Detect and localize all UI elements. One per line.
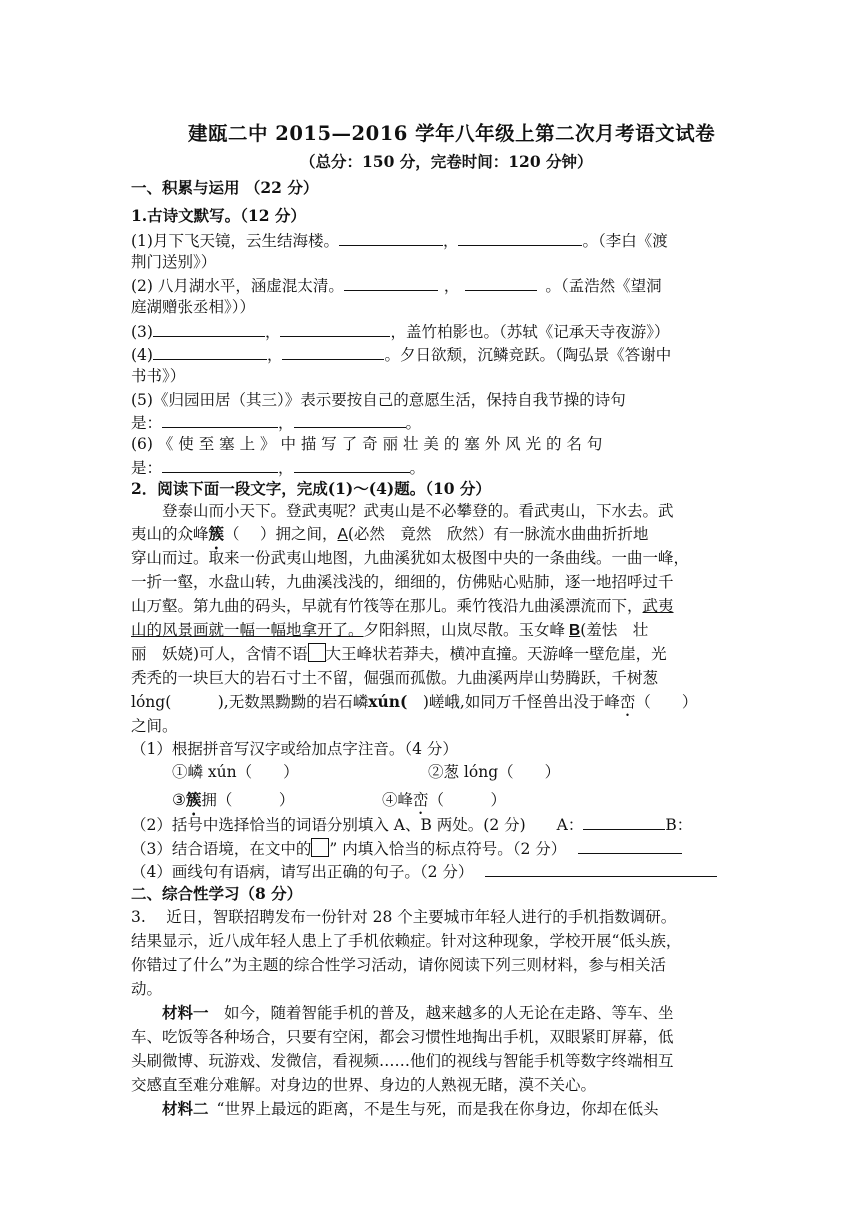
dotted-char: 簇 xyxy=(185,790,202,809)
sub-question-2 xyxy=(131,813,692,836)
answer-blank[interactable] xyxy=(294,411,406,428)
question-1-3 xyxy=(131,320,670,343)
passage-line xyxy=(131,619,648,642)
question-1-1 xyxy=(131,229,668,252)
underlined-sentence: 武夷 xyxy=(642,597,674,615)
passage-text: 夷山的众峰 xyxy=(131,525,209,543)
passage-text: （ ） xyxy=(635,693,698,711)
sub-question-1-b: ②葱 lóng（ ） xyxy=(428,763,561,781)
answer-blank[interactable] xyxy=(153,343,267,360)
answer-blank[interactable] xyxy=(465,274,537,291)
blank-marker-b: B xyxy=(569,622,581,639)
material-1-line: 头刷微博、玩游戏、发微信，看视频……他们的视线与智能手机等数字终端相互 xyxy=(131,1052,674,1070)
comma: ， xyxy=(278,414,294,432)
punctuation-box xyxy=(311,838,329,857)
answer-blank[interactable] xyxy=(282,343,384,360)
question-text: （4）画线句有语病，请写出正确的句子。（2 分） xyxy=(131,863,474,881)
answer-blank[interactable] xyxy=(153,320,265,337)
question-1-6-cont xyxy=(131,456,425,479)
answer-blank[interactable] xyxy=(162,456,278,473)
comma: ， xyxy=(278,459,294,477)
passage-line: 秃秃的一块巨大的岩石寸土不留，倔强而孤傲。九曲溪两岸山势腾跃，千树葱 xyxy=(131,669,659,687)
passage-line: 之间。 xyxy=(131,717,178,735)
question-1-4-cont: 书书》） xyxy=(131,367,186,385)
answer-blank[interactable] xyxy=(162,411,278,428)
passage-text: (必然 竟然 欣然）有一脉流水曲曲折折地 xyxy=(347,525,649,543)
answer-blank[interactable] xyxy=(294,456,410,473)
passage-line xyxy=(131,643,667,665)
material-text: 如今，随着智能手机的普及，越来越多的人无论在走路、等车、坐 xyxy=(208,1004,674,1022)
material-1-line xyxy=(162,1002,674,1024)
passage-text: (羞怯 壮 xyxy=(580,621,649,639)
period: 。 xyxy=(405,414,422,432)
question-text: ，盖竹柏影也。（苏轼《记承天寺夜游》） xyxy=(390,323,670,341)
comma: ， xyxy=(266,346,283,364)
material-text: “世界上最远的距离，不是生与死，而是我在你身边，你却在低头 xyxy=(216,1100,659,1118)
answer-blank[interactable] xyxy=(339,229,443,246)
question-text: 。夕日欲颓，沉鳞竞跃。（陶弘景《答谢中 xyxy=(384,346,672,364)
question-text: B： xyxy=(665,816,693,834)
passage-text: )嵯峨,如同万千怪兽出没于峰 xyxy=(407,693,620,711)
question-text: （2）括号中选择恰当的词语分别填入 A、B 两处。(2 分) A： xyxy=(131,816,584,834)
question-1-4 xyxy=(131,343,671,366)
question-text: (2) 八月湖水平，涵虚混太清。 xyxy=(131,277,344,295)
passage-text: lóng( ),无数黑黝黝的岩石嶙 xyxy=(131,693,369,711)
question-3-line: 结果显示，近八成年轻人患上了手机依赖症。针对这种现象，学校开展“低头族， xyxy=(131,932,682,950)
passage-line: 登泰山而小天下。登武夷呢？武夷山是不必攀登的。看武夷山，下水去。武 xyxy=(162,502,674,520)
material-2-line xyxy=(162,1098,658,1120)
dotted-char: 峦 xyxy=(619,693,636,711)
page-subtitle: （总分：150 分，完卷时间：120 分钟） xyxy=(300,152,593,171)
material-label: 材料一 xyxy=(162,1003,209,1022)
sub-question-4 xyxy=(131,860,717,883)
sub-question-1: （1）根据拼音写汉字或给加点字注音。（4 分） xyxy=(131,740,458,758)
dotted-char: 簇 xyxy=(208,524,225,543)
question-1-6: (6) 《 使 至 塞 上 》 中 描 写 了 奇 丽 壮 美 的 塞 外 风 光 的 名 句 xyxy=(131,435,603,453)
question-text: 是： xyxy=(131,459,163,477)
question-1-1-cont: 荆门送别》） xyxy=(131,253,217,271)
section-heading-1: 一、积累与运用 （22 分） xyxy=(131,178,319,197)
blank-marker-a: A xyxy=(337,526,348,543)
sub-question-3 xyxy=(131,837,682,860)
passage-text: 夕阳斜照，山岚尽散。玉女峰 xyxy=(363,621,566,639)
passage-line xyxy=(131,691,697,720)
pinyin-xun: xún( xyxy=(368,692,408,711)
question-text: ④峰 xyxy=(382,791,414,809)
passage-text: 丽 妖娆)可人，含情不语 xyxy=(131,645,308,663)
question-text: 。（孟浩然《望洞 xyxy=(545,277,662,295)
question-text: （ ） xyxy=(428,791,507,809)
period: 。 xyxy=(409,459,426,477)
section-heading-2: 二、综合性学习（8 分） xyxy=(131,884,303,903)
passage-text: 山万壑。第九曲的码头，早就有竹筏等在那儿。乘竹筏沿九曲溪漂流而下， xyxy=(131,597,643,615)
passage-text: （ ）拥之间， xyxy=(224,525,338,543)
question-1-heading: 1.古诗文默写。（12 分） xyxy=(131,206,306,225)
punctuation-box[interactable] xyxy=(308,643,326,662)
material-label: 材料二 xyxy=(162,1099,209,1118)
question-text: (1)月下飞天镜，云生结海楼。 xyxy=(131,232,339,250)
material-1-line: 车、吃饭等各种场合，只要有空闲，都会习惯性地掏出手机，双眼紧盯屏幕，低 xyxy=(131,1028,674,1046)
comma: ， xyxy=(264,323,281,341)
question-3-line: 你错过了什么”为主题的综合性学习活动，请你阅读下列三则材料，参与相关活 xyxy=(131,956,666,974)
question-3-line: 动。 xyxy=(131,980,163,998)
passage-line: 穿山而过。取来一份武夷山地图，九曲溪犹如太极图中央的一条曲线。一曲一峰， xyxy=(131,549,690,567)
answer-blank-a[interactable] xyxy=(583,813,665,830)
question-1-2 xyxy=(131,274,662,297)
answer-blank[interactable] xyxy=(280,320,390,337)
answer-blank[interactable] xyxy=(485,860,717,877)
question-1-5: (5)《归园田居（其三）》表示要按自己的意愿生活，保持自我节操的诗句 xyxy=(131,391,626,409)
passage-line: 一折一壑，水盘山转，九曲溪浅浅的，细细的，仿佛贴心贴肺，逐一地招呼过千 xyxy=(131,573,674,591)
question-text: （3）结合语境，在文中的 xyxy=(131,840,312,858)
sub-question-1-a: ①嶙 xún（ ） xyxy=(172,763,299,781)
underlined-sentence: 山的风景画就一幅一幅地拿开了。 xyxy=(131,621,364,639)
question-text: 。（李白《渡 xyxy=(582,232,668,250)
question-2-heading: 2．阅读下面一段文字，完成(1)～(4)题。（10 分） xyxy=(131,479,491,498)
answer-blank[interactable] xyxy=(458,229,582,246)
question-text: (4) xyxy=(131,346,153,364)
question-text: 是： xyxy=(131,414,163,432)
question-text: (3) xyxy=(131,323,153,341)
question-text: 拥（ ） xyxy=(201,791,295,809)
question-text: ” 内填入恰当的标点符号。（2 分） xyxy=(329,840,567,858)
answer-blank[interactable] xyxy=(578,837,682,854)
question-3-line: 3. 近日，智联招聘发布一份针对 28 个主要城市年轻人进行的手机指数调研。 xyxy=(131,908,677,926)
page-title: 建瓯二中 2015—2016 学年八年级上第二次月考语文试卷 xyxy=(188,122,716,145)
passage-line xyxy=(131,595,674,617)
answer-blank[interactable] xyxy=(344,274,438,291)
comma: ， xyxy=(442,232,459,250)
item-number: ③ xyxy=(172,791,186,809)
question-1-2-cont: 庭湖赠张丞相》）） xyxy=(131,298,256,316)
material-1-line: 交感直至难分难解。对身边的世界、身边的人熟视无睹，漠不关心。 xyxy=(131,1076,597,1094)
comma: ， xyxy=(443,277,460,295)
dotted-char: 峦 xyxy=(413,791,429,809)
passage-text: 大王峰状若莽夫，横冲直撞。天游峰一壁危崖，光 xyxy=(325,645,667,663)
question-1-5-cont xyxy=(131,411,421,434)
